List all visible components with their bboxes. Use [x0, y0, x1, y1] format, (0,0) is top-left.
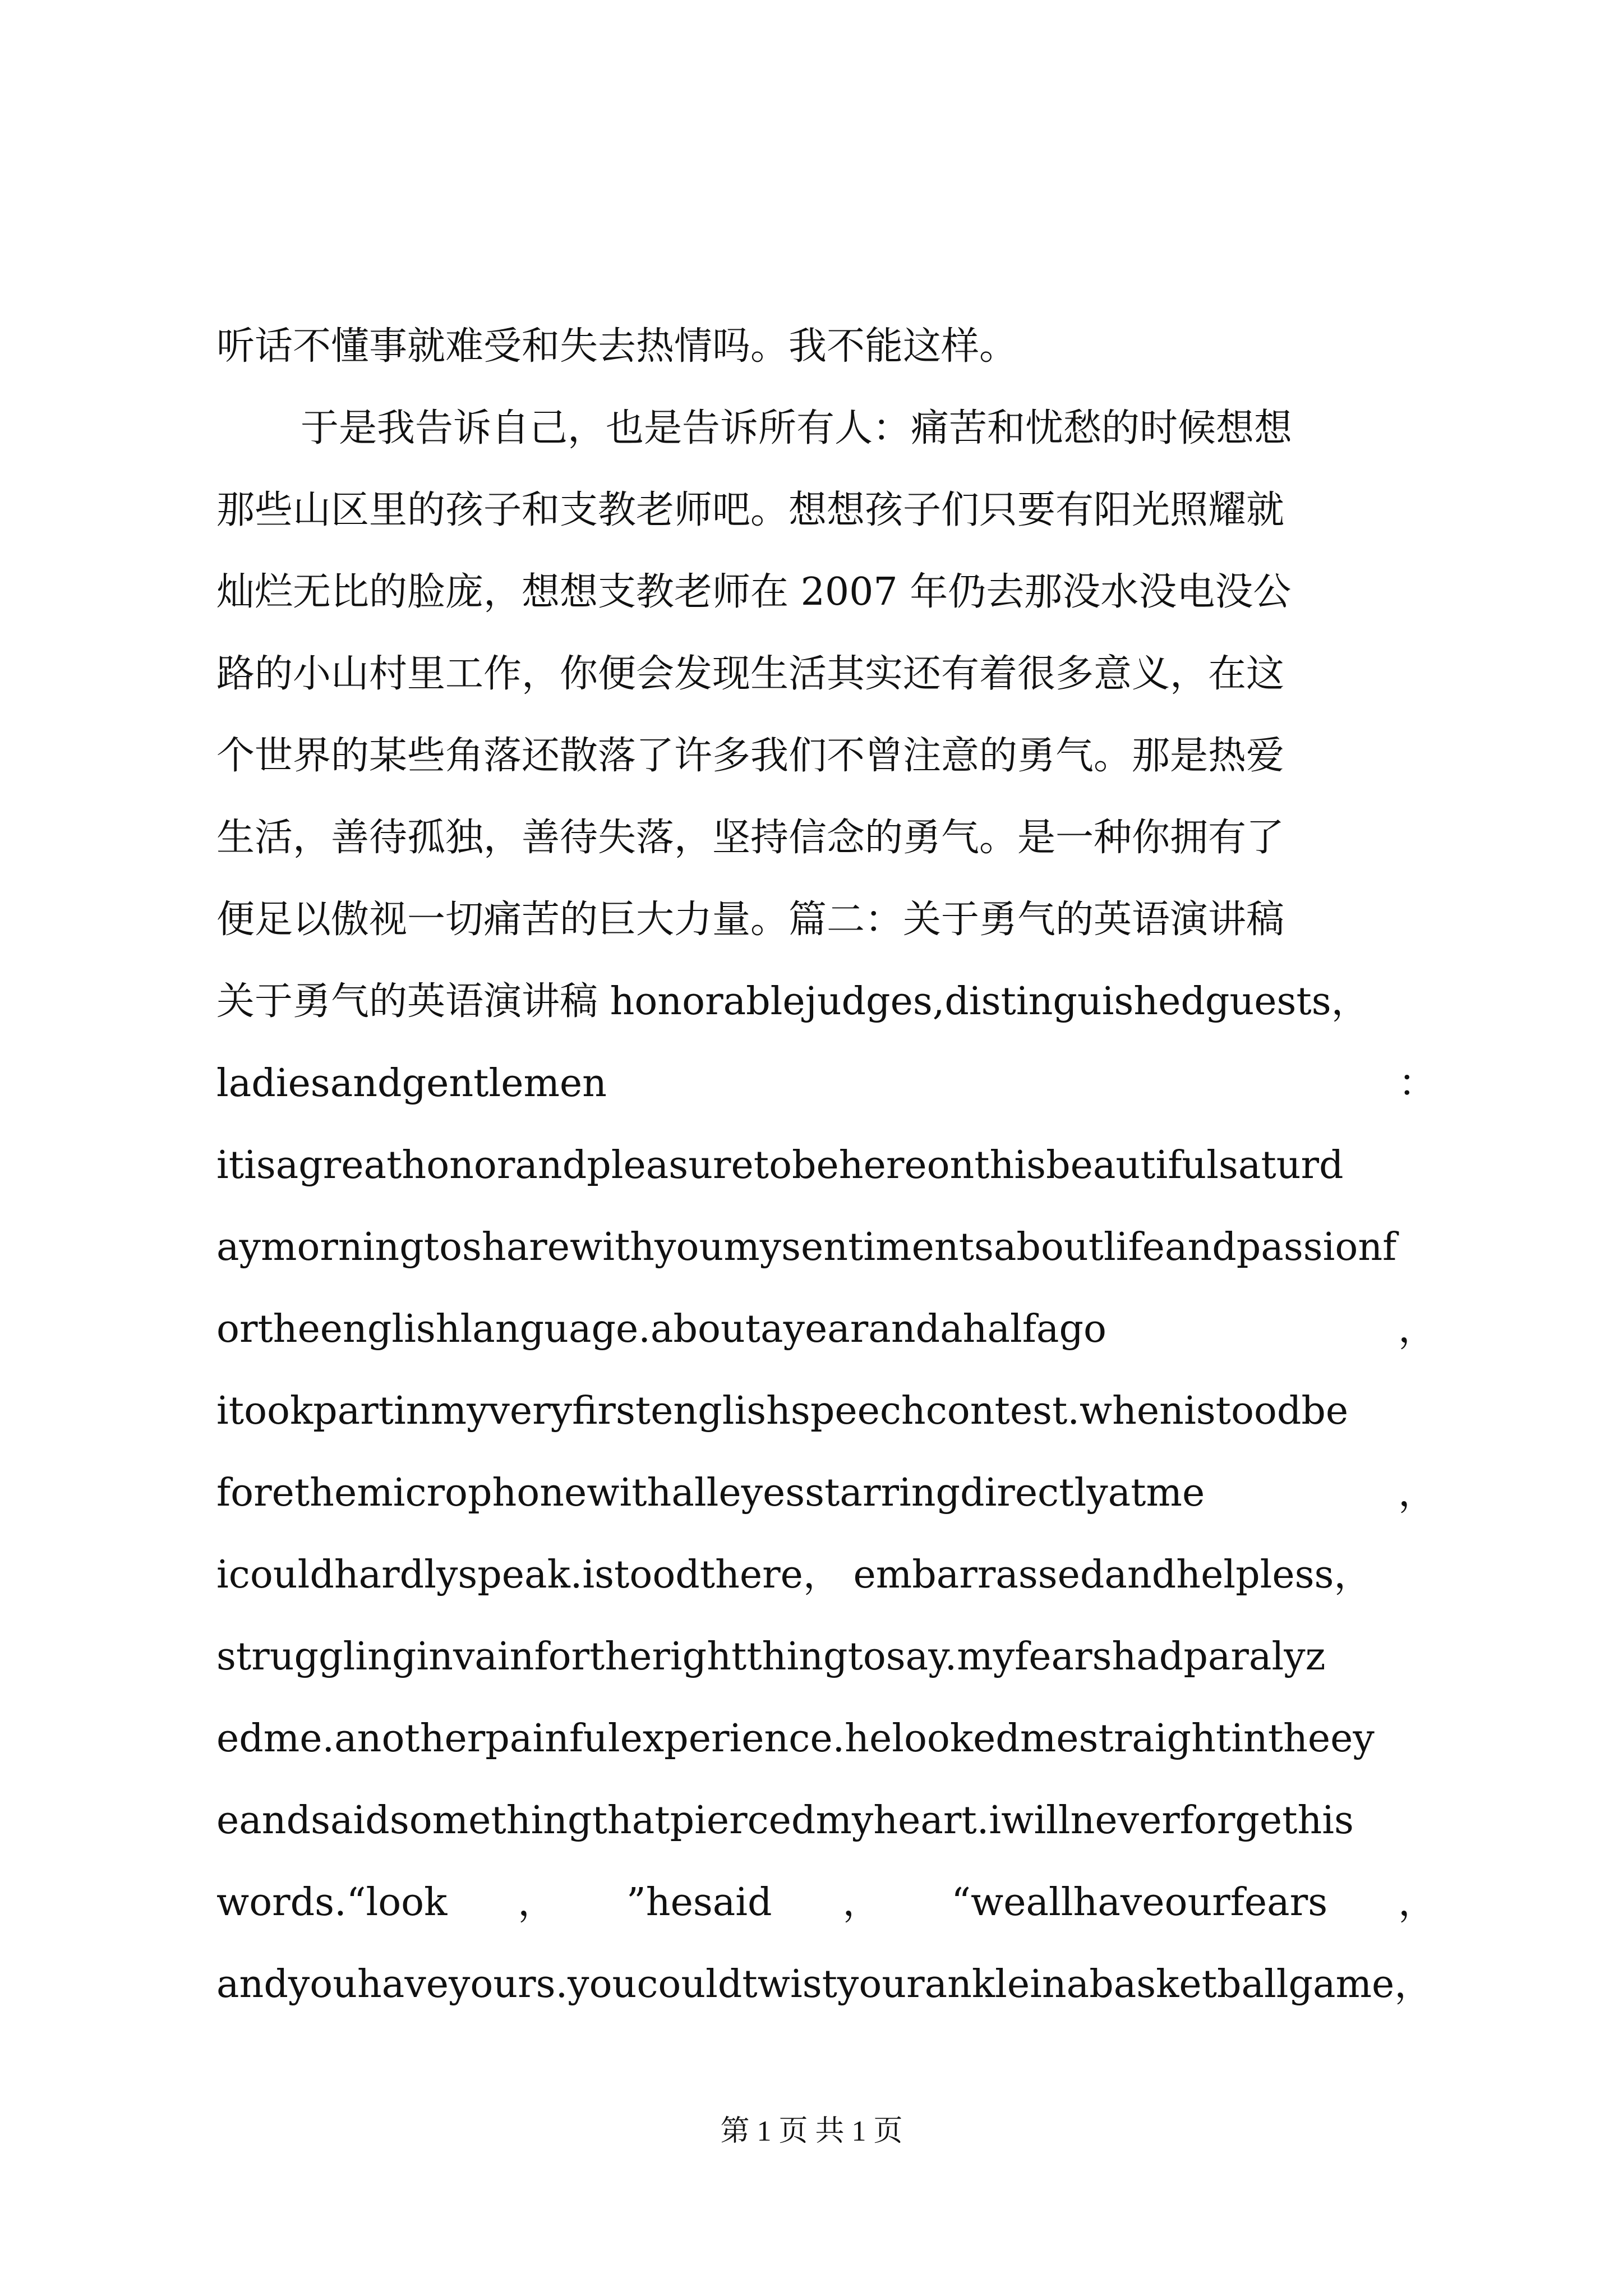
- text-fragment: ”hesaid: [626, 1880, 772, 1925]
- text-line: strugglinginvainfortherightthingtosay.myfearshadparalyz: [216, 1635, 1326, 1679]
- text-line: itookpartinmyveryfirstenglishspeechcontest.whenistoodbe: [216, 1389, 1349, 1433]
- text-line: 生活，善待孤独，善待失落，坚持信念的勇气。是一种你拥有了: [216, 816, 1285, 860]
- text-line: eandsaidsomethingthatpiercedmyheart.iwillneverforgethis: [216, 1798, 1354, 1843]
- text-line: [216, 1043, 1436, 1125]
- text-fragment: ，: [842, 1880, 881, 1925]
- text-line: aymorningtosharewithyoumysentimentsaboutlifeandpassionf: [216, 1225, 1397, 1269]
- text-fragment: ortheenglishlanguage.aboutayearandahalfago: [216, 1307, 1106, 1351]
- text-line: 那些山区里的孩子和支教老师吧。想想孩子们只要有阳光照耀就: [216, 488, 1285, 532]
- text-line: [216, 1289, 1436, 1370]
- text-line: edme.anotherpainfulexperience.helookedmestraightintheey: [216, 1717, 1375, 1761]
- text-fragment: words.“look: [216, 1880, 448, 1925]
- text-fragment: ，: [518, 1880, 556, 1925]
- text-line: 关于勇气的英语演讲稿 honorablejudges,distinguishedguests，: [216, 979, 1370, 1024]
- text-line: [216, 1452, 1436, 1534]
- text-line: [216, 1862, 1436, 1944]
- text-fragment: ，: [1398, 1471, 1436, 1515]
- text-line: 听话不懂事就难受和失去热情吗。我不能这样。: [216, 324, 1018, 369]
- text-line: 灿烂无比的脸庞，想想支教老师在 2007 年仍去那没水没电没公: [216, 570, 1292, 614]
- page-footer: 第 1 页 共 1 页: [720, 2115, 903, 2147]
- text-line: andyouhaveyours.youcouldtwistyourankleinabasketballgame，: [216, 1962, 1433, 2007]
- text-fragment: ladiesandgentlemen: [216, 1061, 607, 1106]
- text-fragment: ，: [1398, 1307, 1436, 1351]
- text-line: 于是我告诉自己，也是告诉所有人：痛苦和忧愁的时候想想: [301, 406, 1293, 450]
- text-line: 个世界的某些角落还散落了许多我们不曾注意的勇气。那是热爱: [216, 734, 1285, 778]
- text-fragment: forethemicrophonewithalleyesstarringdirectlyatme: [216, 1471, 1205, 1515]
- text-line: icouldhardlyspeak.istoodthere， embarrassedandhelpless，: [216, 1553, 1372, 1597]
- text-line: 路的小山村里工作，你便会发现生活其实还有着很多意义，在这: [216, 652, 1285, 696]
- text-line: 便足以傲视一切痛苦的巨大力量。篇二：关于勇气的英语演讲稿: [216, 898, 1285, 942]
- text-line: itisagreathonorandpleasuretobehereonthisbeautifulsaturd: [216, 1143, 1344, 1188]
- text-fragment: ，: [1398, 1880, 1436, 1925]
- text-fragment: ：: [1398, 1061, 1436, 1106]
- text-fragment: “weallhaveourfears: [951, 1880, 1328, 1925]
- body-text: [216, 306, 1436, 2026]
